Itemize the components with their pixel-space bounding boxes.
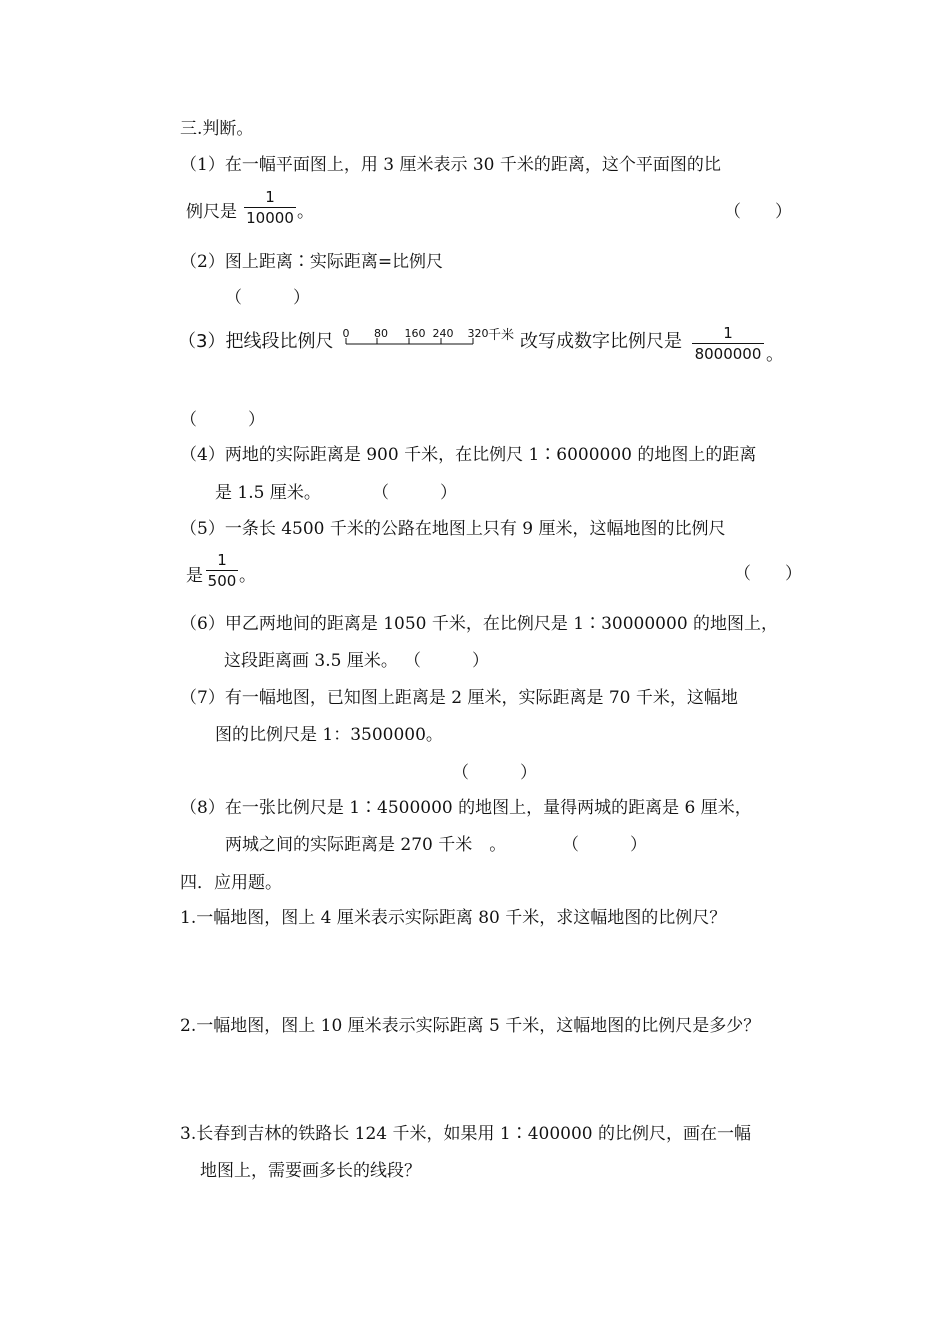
q1-answer-paren[interactable]: （ ） (724, 202, 792, 222)
q5-fraction-numerator: 1 (217, 551, 227, 569)
q7-answer-paren[interactable]: （ ） (452, 763, 537, 783)
q3-line-scale (342, 326, 522, 356)
q3-fraction-numerator: 1 (723, 324, 733, 342)
q1-suffix: 。 (297, 202, 314, 222)
q1-line1: （1）在一幅平面图上，用 3 厘米表示 30 千米的距离，这个平面图的比 (180, 155, 721, 175)
scale-label-240: 240 (432, 327, 454, 340)
q1-fraction (244, 188, 296, 227)
problem-3-line1: 3.长春到吉林的铁路长 124 千米，如果用 1∶400000 的比例尺，画在一幅 (180, 1124, 751, 1144)
q5-fraction (206, 551, 238, 590)
scale-unit: 千米 (488, 328, 515, 343)
q5-suffix: 。 (239, 566, 256, 586)
q6-answer-paren[interactable]: （ ） (404, 651, 489, 671)
q3-fraction (692, 324, 764, 363)
q2-line1: （2）图上距离∶实际距离=比例尺 (180, 252, 444, 272)
q3-prefix: （3）把线段比例尺 (178, 331, 334, 352)
q3-fraction-denominator: 8000000 (694, 345, 762, 363)
problem-3-line2: 地图上，需要画多长的线段？ (200, 1161, 421, 1181)
scale-label-80: 80 (374, 327, 388, 340)
q7-line2: 图的比例尺是 1：3500000。 (215, 725, 443, 745)
fraction-bar (692, 343, 764, 344)
scale-label-0: 0 (342, 327, 350, 340)
problem-2: 2.一幅地图，图上 10 厘米表示实际距离 5 千米，这幅地图的比例尺是多少？ (180, 1016, 761, 1036)
q5-line1: （5）一条长 4500 千米的公路在地图上只有 9 厘米，这幅地图的比例尺 (180, 519, 726, 539)
q5-answer-paren[interactable]: （ ） (734, 564, 802, 584)
fraction-bar (206, 570, 238, 571)
q6-line2: 这段距离画 3.5 厘米。 (224, 651, 398, 671)
scale-label-320: 320 (467, 327, 489, 340)
q4-line2: 是 1.5 厘米。 (215, 483, 321, 503)
q8-line1: （8）在一张比例尺是 1∶4500000 的地图上，量得两城的距离是 6 厘米， (180, 798, 752, 818)
problem-1: 1.一幅地图，图上 4 厘米表示实际距离 80 千米，求这幅地图的比例尺？ (180, 908, 727, 928)
q2-answer-paren[interactable]: （ ） (225, 288, 310, 308)
q4-line1: （4）两地的实际距离是 900 千米，在比例尺 1∶6000000 的地图上的距离 (180, 445, 757, 465)
q4-answer-paren[interactable]: （ ） (372, 483, 457, 503)
q1-fraction-denominator: 10000 (246, 209, 294, 227)
q7-line1: （7）有一幅地图，已知图上距离是 2 厘米，实际距离是 70 千米，这幅地 (180, 688, 738, 708)
section4-title: 四．应用题。 (180, 873, 282, 893)
section3-title: 三.判断。 (180, 119, 254, 139)
q1-fraction-numerator: 1 (265, 188, 275, 206)
q3-answer-paren[interactable]: （ ） (180, 410, 265, 430)
q5-fraction-denominator: 500 (207, 572, 237, 590)
q1-prefix: 例尺是 (186, 202, 237, 222)
fraction-bar (244, 207, 296, 208)
q6-line1: （6）甲乙两地间的距离是 1050 千米，在比例尺是 1∶30000000 的地图上， (180, 614, 779, 634)
q5-prefix: 是 (186, 566, 203, 586)
q8-line2: 两城之间的实际距离是 270 千米 。 (225, 835, 507, 855)
q3-middle: 改写成数字比例尺是 (520, 331, 682, 352)
q8-answer-paren[interactable]: （ ） (562, 835, 647, 855)
scale-label-160: 160 (404, 327, 426, 340)
q3-suffix: 。 (766, 344, 784, 365)
